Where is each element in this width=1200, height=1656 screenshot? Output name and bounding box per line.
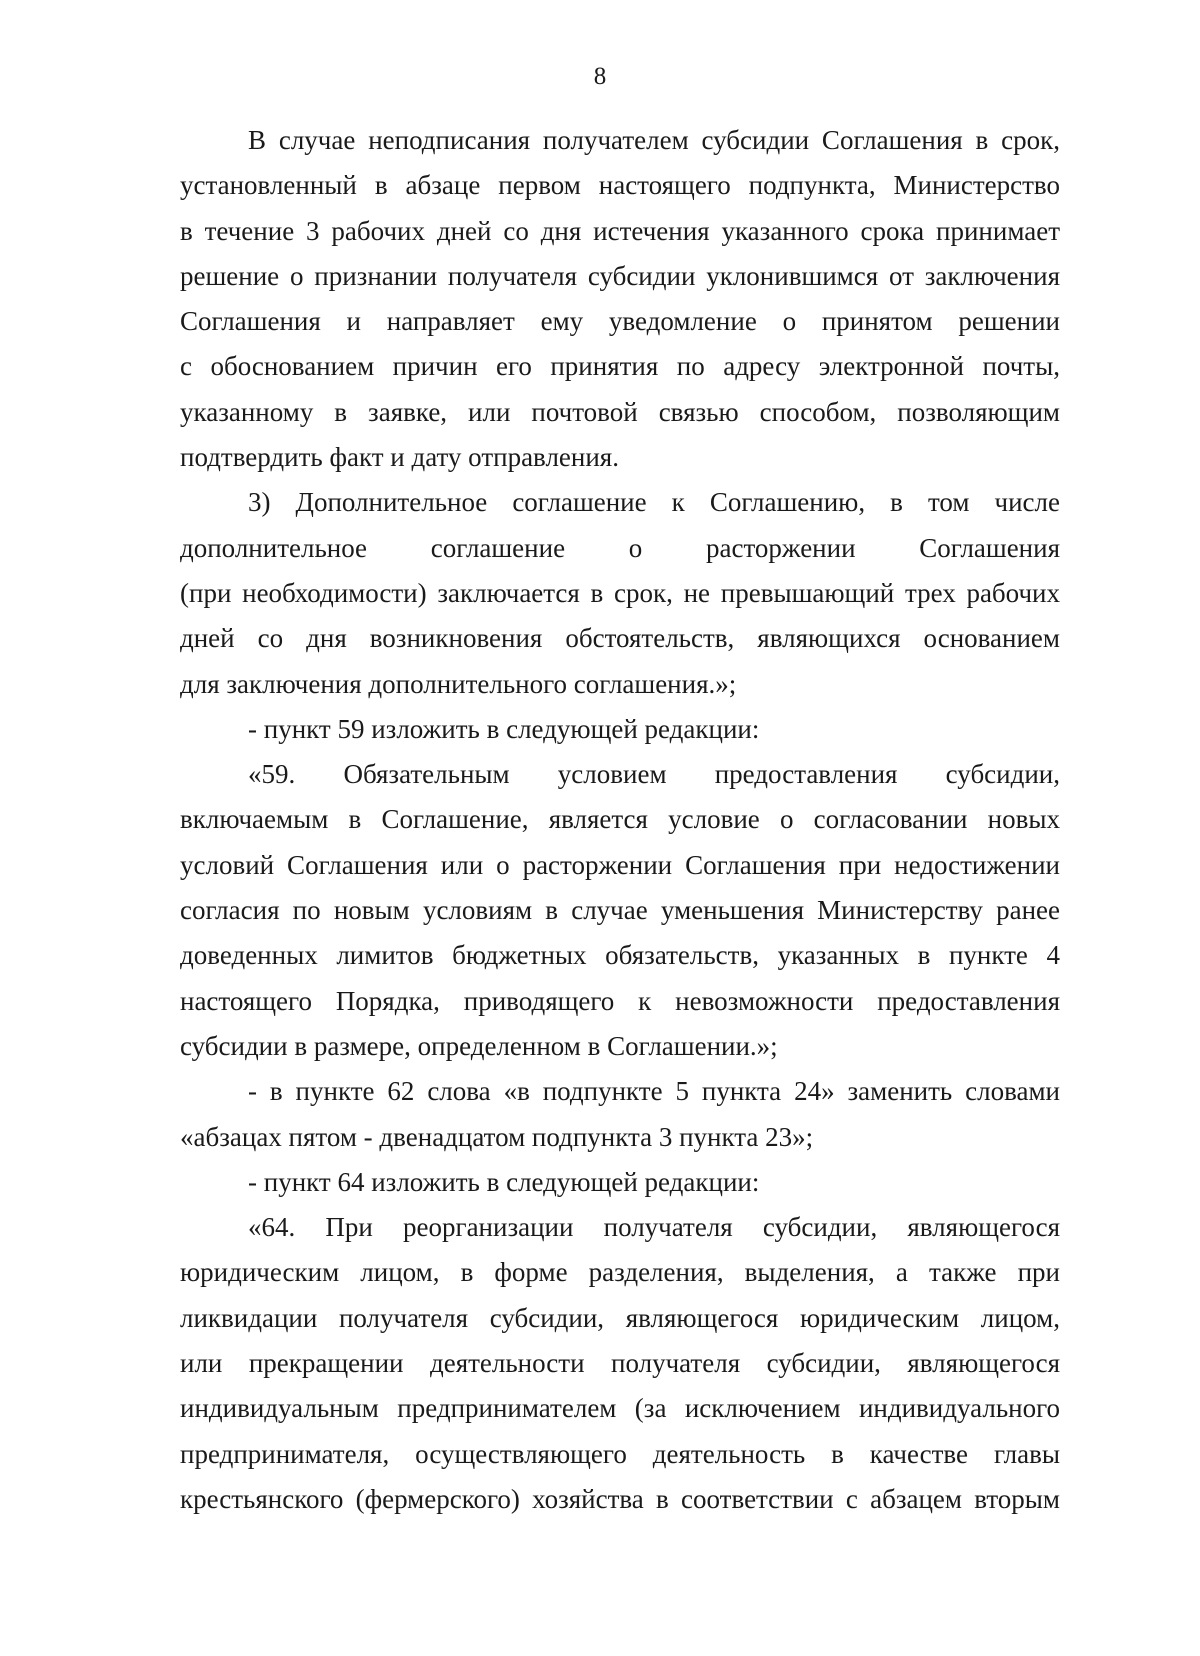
text-line: условий Соглашения или о расторжении Соглашения при недостижении [180,849,1060,880]
text-line: включаемым в Соглашение, является условие о согласовании новых [180,804,1060,835]
text-line: для заключения дополнительного соглашения.»; [180,668,737,699]
text-line: субсидии в размере, определенном в Соглашении.»; [180,1030,778,1061]
text-line: или прекращении деятельности получателя субсидии, являющегося [180,1348,1060,1379]
text-line: подтвердить факт и дату отправления. [180,442,619,473]
text-line: «абзацах пятом - двенадцатом подпункта 3 пункта 23»; [180,1121,814,1152]
text-line: индивидуальным предпринимателем (за исключением индивидуального [180,1393,1060,1424]
document-body [180,118,1060,1522]
paragraph-item-64-intro [180,1160,1060,1205]
paragraph-unsigned-agreement [180,118,1060,480]
text-line: доведенных лимитов бюджетных обязательств, указанных в пункте 4 [180,940,1060,971]
text-line: ликвидации получателя субсидии, являющегося юридическим лицом, [180,1302,1060,1333]
paragraph-item-59-intro [180,707,1060,752]
paragraph-additional-agreement [180,480,1060,706]
text-line: 3) Дополнительное соглашение к Соглашению, в том числе [248,487,1060,518]
text-line: указанному в заявке, или почтовой связью способом, позволяющим [180,396,1060,427]
page-number: 8 [593,63,607,90]
text-line: - в пункте 62 слова «в подпункте 5 пункта 24» заменить словами [248,1076,1060,1107]
text-line: В случае неподписания получателем субсидии Соглашения в срок, [248,125,1060,155]
text-line: дополнительное соглашение о расторжении Соглашения [180,532,1060,563]
text-line: «59. Обязательным условием предоставления субсидии, [248,759,1060,790]
text-line: юридическим лицом, в форме разделения, выделения, а также при [180,1257,1060,1288]
text-line: согласия по новым условиям в случае уменьшения Министерству ранее [180,895,1060,926]
text-line: дней со дня возникновения обстоятельств, являющихся основанием [180,623,1060,654]
paragraph-item-62 [180,1069,1060,1160]
text-line: в течение 3 рабочих дней со дня истечения указанного срока принимает [180,215,1060,246]
text-line: с обоснованием причин его принятия по адресу электронной почты, [180,351,1060,382]
text-line: установленный в абзаце первом настоящего подпункта, Министерство [180,170,1060,201]
text-line: решение о признании получателя субсидии уклонившимся от заключения [180,260,1060,291]
text-line: крестьянского (фермерского) хозяйства в соответствии с абзацем вторым [180,1483,1060,1514]
text-line: настоящего Порядка, приводящего к невозможности предоставления [180,985,1060,1016]
text-line: - пункт 59 изложить в следующей редакции: [248,713,760,744]
text-line: (при необходимости) заключается в срок, не превышающий трех рабочих [180,577,1060,608]
text-line: «64. При реорганизации получателя субсидии, являющегося [248,1212,1060,1243]
text-line: предпринимателя, осуществляющего деятельность в качестве главы [180,1438,1060,1469]
text-line: Соглашения и направляет ему уведомление о принятом решении [180,306,1060,337]
text-line: - пункт 64 изложить в следующей редакции: [248,1166,760,1197]
paragraph-item-59 [180,752,1060,1069]
paragraph-item-64 [180,1205,1060,1522]
